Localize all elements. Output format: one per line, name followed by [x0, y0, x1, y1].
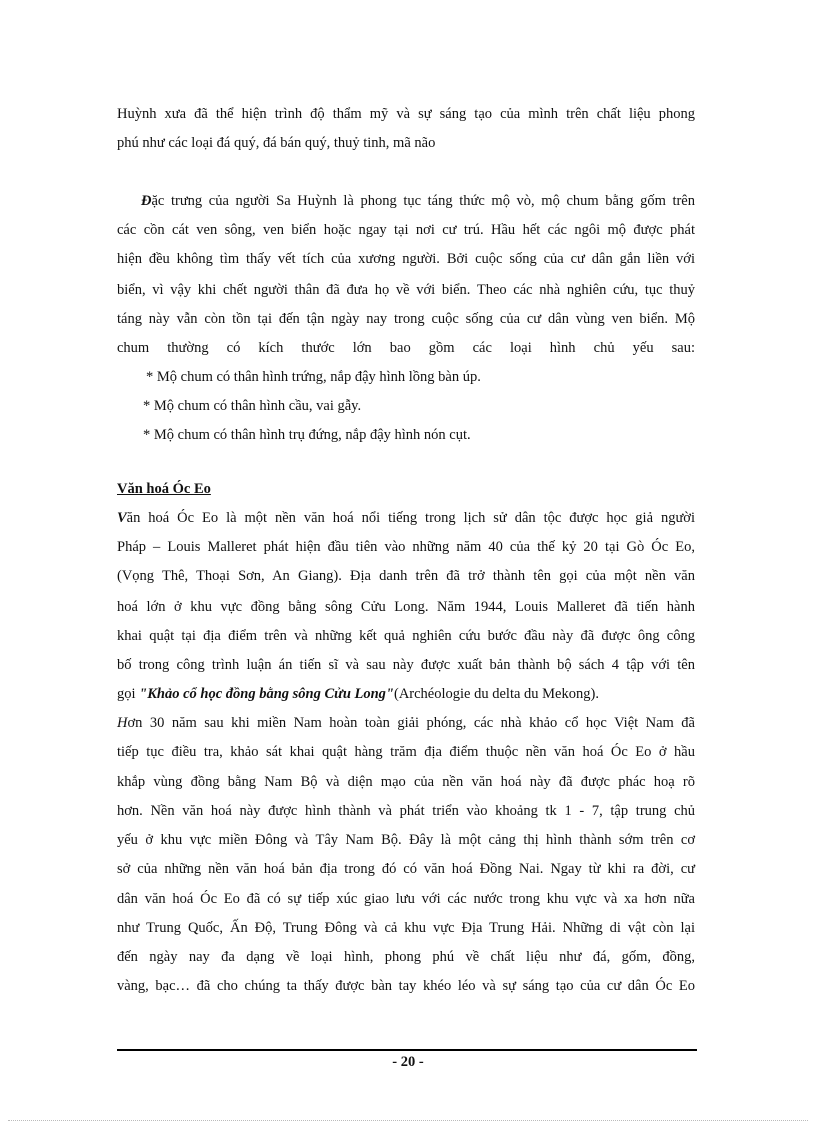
paragraph-line: biển, vì vậy khi chết người thân đã đưa họ về với biển. Theo các nhà nghiên cứu, tục thuỷ	[117, 282, 695, 298]
paragraph-line: Huỳnh xưa đã thể hiện trình độ thẩm mỹ và sự sáng tạo của mình trên chất liệu phong	[117, 106, 695, 122]
paragraph-line: hơn. Nền văn hoá này được hình thành và phát triển vào khoảng tk 1 - 7, tập trung chủ	[117, 803, 695, 819]
drop-letter: Đ	[141, 193, 152, 209]
book-title: "Khảo cổ học đồng bằng sông Cửu Long"	[139, 686, 394, 702]
drop-letter: V	[117, 510, 127, 526]
paragraph-line	[117, 684, 695, 704]
paragraph-text: ơn 30 năm sau khi miền Nam hoàn toàn giải phóng, các nhà khảo cổ học Việt Nam đã	[127, 715, 695, 731]
paragraph-text: (Archéologie du delta du Mekong).	[393, 686, 599, 702]
paragraph-text: ặc trưng của người Sa Huỳnh là phong tục táng thức mộ vò, mộ chum bằng gốm trên	[151, 193, 695, 209]
paragraph-line: sở của những nền văn hoá bản địa trong đó có văn hoá Đồng Nai. Ngay từ khi ra đời, cư	[117, 861, 695, 877]
paragraph-line: bố trong công trình luận án tiến sĩ và sau này được xuất bản thành bộ sách 4 tập với tên	[117, 657, 695, 673]
page-number: - 20 -	[392, 1054, 424, 1070]
drop-letter: H	[117, 715, 128, 731]
paragraph-line: khai quật tại địa điểm trên và những kết quả nghiên cứu bước đầu này đã được ông công	[117, 628, 695, 644]
paragraph-line: (Vọng Thê, Thoại Sơn, An Giang). Địa danh trên đã trở thành tên gọi của một nền văn	[117, 568, 695, 584]
paragraph-line: dân văn hoá Óc Eo đã có sự tiếp xúc giao lưu với các nước trong khu vực và xa hơn nữa	[117, 891, 695, 907]
paragraph-line	[141, 191, 695, 211]
paragraph-line: chum thường có kích thước lớn bao gồm các loại hình chủ yếu sau:	[117, 340, 695, 356]
paragraph-line: táng này vẫn còn tồn tại đến tận ngày nay trong cuộc sống của cư dân vùng ven biển. Mộ	[117, 311, 695, 327]
paragraph-line: đến ngày nay đa dạng về loại hình, phong phú về chất liệu như đá, gốm, đồng,	[117, 949, 695, 965]
bullet-item: * Mộ chum có thân hình trứng, nắp đậy hình lồng bàn úp.	[146, 369, 481, 385]
paragraph-text: ăn hoá Óc Eo là một nền văn hoá nổi tiếng trong lịch sử dân tộc được học giả người	[126, 510, 695, 526]
footer-divider	[117, 1049, 697, 1051]
paragraph-line: yếu ở khu vực miền Đông và Tây Nam Bộ. Đây là một cảng thị hình thành sớm trên cơ	[117, 832, 695, 848]
section-heading: Văn hoá Óc Eo	[117, 481, 211, 497]
paragraph-line	[117, 713, 695, 733]
paragraph-line: vàng, bạc… đã cho chúng ta thấy được bàn tay khéo léo và sự sáng tạo của cư dân Óc Eo	[117, 978, 695, 994]
paragraph-line: Pháp – Louis Malleret phát hiện đầu tiên vào những năm 40 của thế kỷ 20 tại Gò Óc Eo,	[117, 539, 695, 555]
paragraph-line: phú như các loại đá quý, đá bán quý, thuỷ tinh, mã não	[117, 135, 436, 151]
page-bottom-border	[8, 1120, 808, 1121]
bullet-item: * Mộ chum có thân hình trụ đứng, nắp đậy hình nón cụt.	[143, 427, 471, 443]
paragraph-line: khắp vùng đồng bằng Nam Bộ và diện mạo của nền văn hoá này đã được phác hoạ rõ	[117, 774, 695, 790]
paragraph-text: gọi	[117, 686, 140, 702]
paragraph-line: như Trung Quốc, Ấn Độ, Trung Đông và cả khu vực Địa Trung Hải. Những di vật còn lại	[117, 920, 695, 936]
paragraph-line	[117, 508, 695, 528]
paragraph-line: hoá lớn ở khu vực đồng bằng sông Cửu Long. Năm 1944, Louis Malleret đã tiến hành	[117, 599, 695, 615]
paragraph-line: tiếp tục điều tra, khảo sát khai quật hàng trăm địa điểm thuộc nền văn hoá Óc Eo ở hầu	[117, 744, 695, 760]
paragraph-line: hiện đều không tìm thấy vết tích của xương người. Bởi cuộc sống của cư dân gắn liền với	[117, 251, 695, 267]
bullet-item: * Mộ chum có thân hình cầu, vai gẫy.	[143, 398, 362, 414]
paragraph-line: các cồn cát ven sông, ven biển hoặc ngay tại nơi cư trú. Hầu hết các ngôi mộ được phát	[117, 222, 695, 238]
